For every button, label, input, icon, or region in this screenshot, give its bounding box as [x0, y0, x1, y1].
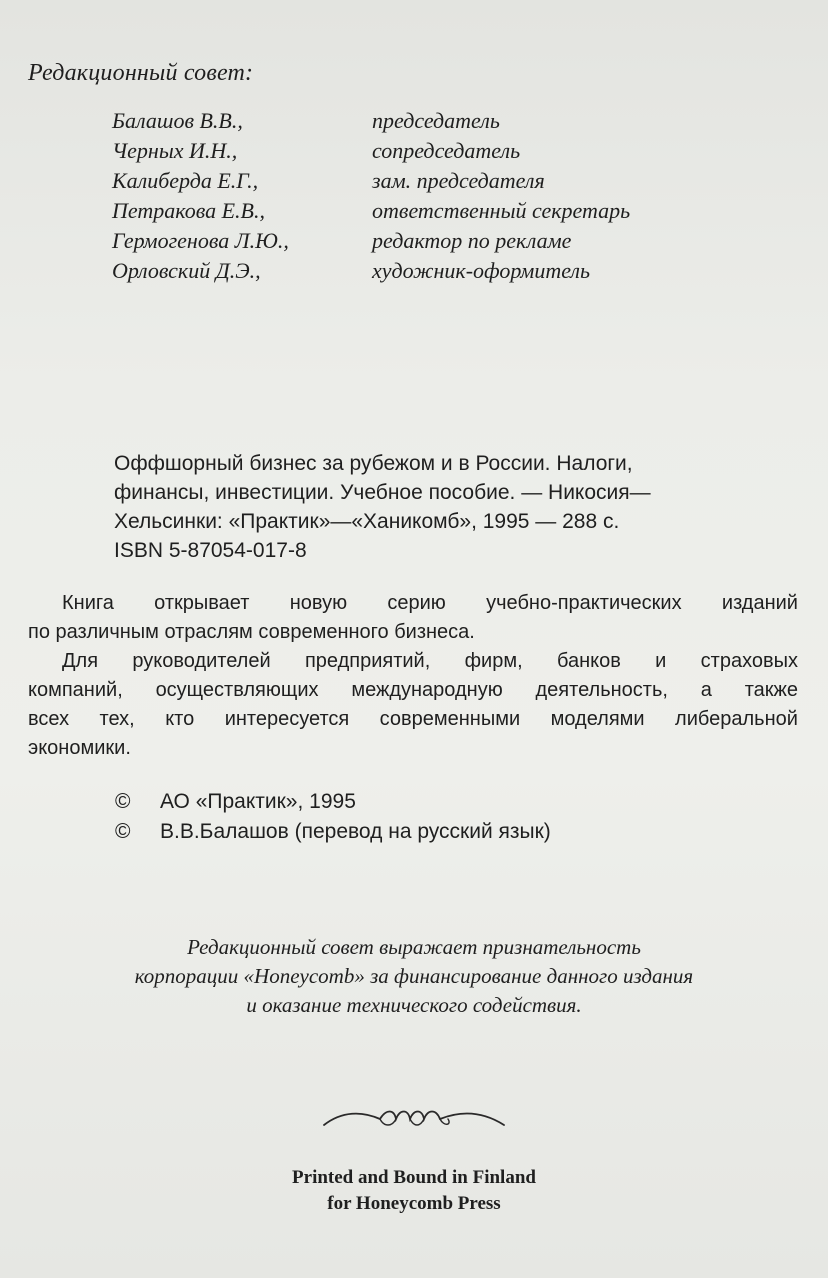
annotation-line	[28, 647, 798, 676]
annotation-word: кто	[165, 708, 195, 730]
annotation-word: Книга	[62, 592, 114, 614]
annotation-line	[28, 705, 798, 734]
copyright-symbol: ©	[115, 820, 131, 843]
annotation-word: фирм,	[464, 650, 523, 672]
flourish-ornament-icon	[322, 1105, 506, 1135]
bibliographic-line: финансы, инвестиции. Учебное пособие. — Никосия—	[114, 481, 651, 504]
printed-line: for Honeycomb Press	[327, 1193, 501, 1214]
member-role: художник-оформитель	[372, 258, 591, 283]
member-name: Балашов В.В.,	[112, 108, 243, 133]
annotation-word: международную	[351, 679, 503, 701]
annotation-word: также	[744, 679, 798, 701]
acknowledgement-line: корпорации «Honeycomb» за финансирование данного издания	[134, 964, 694, 988]
member-name: Черных И.Н.,	[112, 138, 238, 163]
annotation-word: всех	[28, 708, 70, 730]
printed-line: Printed and Bound in Finland	[292, 1167, 536, 1188]
member-role: зам. председателя	[372, 168, 545, 193]
annotation-word: деятельность,	[535, 679, 668, 701]
annotation-word: новую	[289, 592, 348, 614]
acknowledgement	[0, 933, 828, 1020]
isbn-line: ISBN 5-87054-017-8	[114, 539, 307, 562]
member-name: Калиберда Е.Г.,	[112, 168, 259, 193]
annotation-word: открывает	[154, 592, 250, 614]
annotation	[28, 589, 798, 763]
acknowledgement-line: и оказание технического содействия.	[246, 993, 582, 1017]
annotation-word: моделями	[550, 708, 645, 730]
annotation-word: страховых	[700, 650, 798, 672]
bibliographic-line: Хельсинки: «Практик»—«Ханикомб», 1995 — 288 с.	[114, 510, 620, 533]
annotation-word: Для	[62, 650, 99, 672]
member-role: ответственный секретарь	[372, 198, 631, 223]
editorial-council-title: Редакционный совет:	[28, 60, 254, 86]
printed-notice	[0, 1165, 828, 1217]
annotation-word: современными	[379, 708, 521, 730]
annotation-word: банков	[556, 650, 621, 672]
acknowledgement-line: Редакционный совет выражает признательность	[187, 935, 641, 959]
annotation-line: экономики.	[28, 737, 131, 759]
annotation-word: а	[700, 679, 712, 701]
annotation-line	[28, 589, 798, 618]
member-name: Орловский Д.Э.,	[112, 258, 261, 283]
annotation-word: тех,	[99, 708, 135, 730]
bibliographic-record	[114, 449, 651, 565]
annotation-line: по различным отраслям современного бизнеса.	[28, 621, 475, 643]
annotation-word: интересуется	[224, 708, 350, 730]
annotation-word: предприятий,	[304, 650, 431, 672]
annotation-word: осуществляющих	[155, 679, 319, 701]
copyright-symbol: ©	[115, 790, 131, 813]
annotation-word: учебно-практических	[486, 592, 682, 614]
member-role: сопредседатель	[372, 138, 521, 163]
member-name: Петракова Е.В.,	[112, 198, 265, 223]
annotation-word: серию	[387, 592, 446, 614]
annotation-word: либеральной	[675, 708, 798, 730]
member-name: Гермогенова Л.Ю.,	[112, 228, 289, 253]
annotation-word: руководителей	[132, 650, 271, 672]
annotation-word: компаний,	[28, 679, 123, 701]
member-role: редактор по рекламе	[372, 228, 572, 253]
copyright-text: В.В.Балашов (перевод на русский язык)	[160, 820, 551, 843]
annotation-word: и	[655, 650, 667, 672]
member-role: председатель	[372, 108, 500, 133]
copyright-text: АО «Практик», 1995	[160, 790, 356, 813]
annotation-line	[28, 676, 798, 705]
bibliographic-line: Оффшорный бизнес за рубежом и в России. Налоги,	[114, 452, 633, 475]
annotation-word: изданий	[721, 592, 798, 614]
